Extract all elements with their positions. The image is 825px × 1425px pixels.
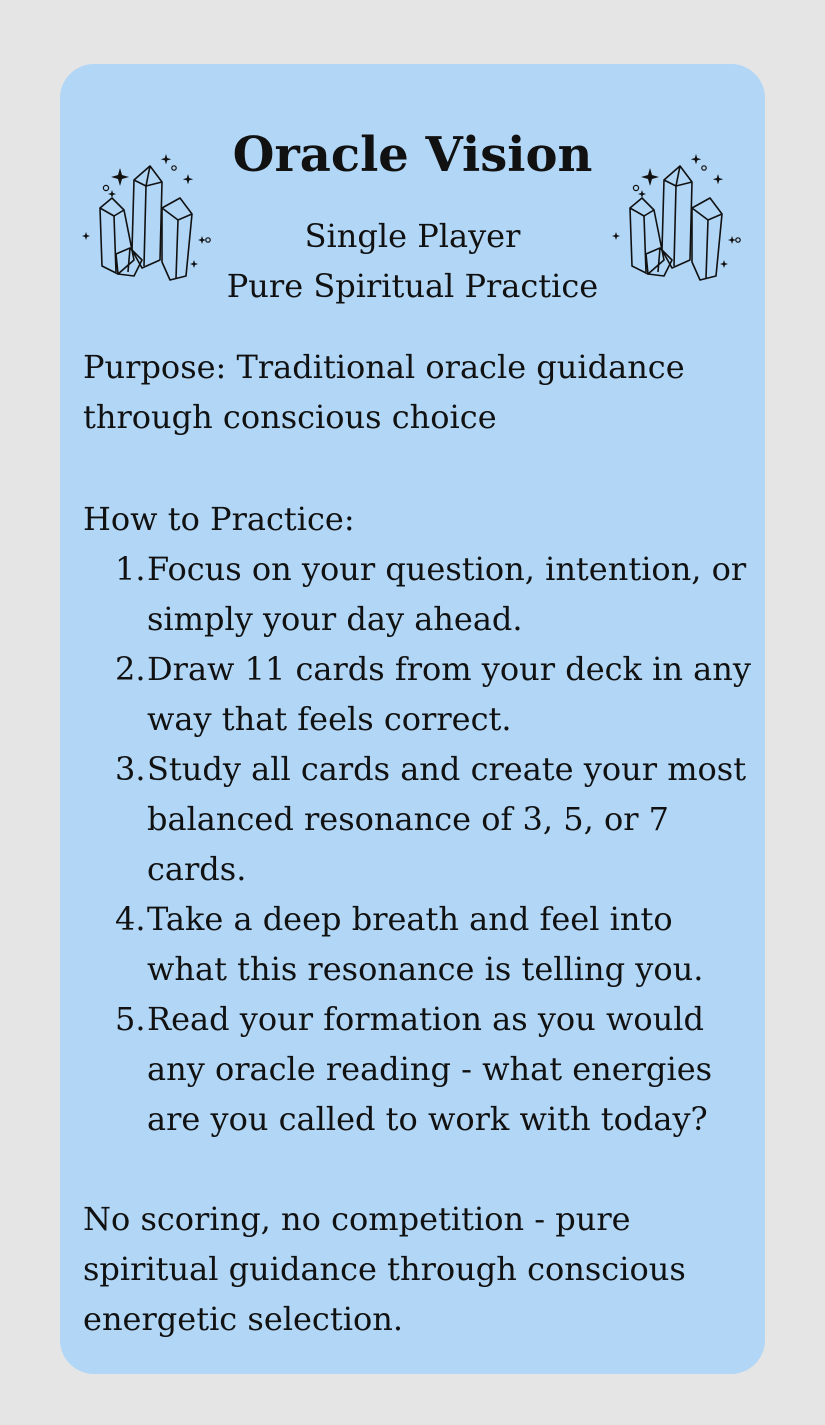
step-number: 2. bbox=[115, 650, 146, 688]
practice-step bbox=[83, 744, 753, 894]
card-title: Oracle Vision bbox=[232, 127, 593, 183]
step-text: Study all cards and create your most balanced resonance of 3, 5, or 7 cards. bbox=[147, 750, 747, 888]
step-number: 4. bbox=[115, 900, 146, 938]
how-to-practice-heading: How to Practice: bbox=[83, 500, 355, 538]
step-text: Focus on your question, intention, or simply your day ahead. bbox=[147, 550, 747, 638]
practice-step bbox=[83, 544, 753, 644]
practice-step bbox=[83, 894, 753, 994]
practice-step bbox=[83, 994, 753, 1144]
step-text: Draw 11 cards from your deck in any way that feels correct. bbox=[147, 650, 751, 738]
step-text: Read your formation as you would any oracle reading - what energies are you called to work with today? bbox=[147, 1000, 713, 1138]
practice-step bbox=[83, 644, 753, 744]
purpose-text: Purpose: Traditional oracle guidance through conscious choice bbox=[83, 348, 685, 436]
step-number: 5. bbox=[115, 1000, 146, 1038]
step-number: 3. bbox=[115, 750, 146, 788]
subtitle-player-count: Single Player bbox=[304, 217, 521, 255]
practice-steps-list bbox=[83, 544, 753, 1144]
step-text: Take a deep breath and feel into what this resonance is telling you. bbox=[147, 900, 704, 988]
subtitle-practice-type: Pure Spiritual Practice bbox=[226, 267, 599, 305]
step-number: 1. bbox=[115, 550, 146, 588]
closing-text: No scoring, no competition - pure spiritual guidance through conscious energetic selection. bbox=[83, 1200, 686, 1338]
